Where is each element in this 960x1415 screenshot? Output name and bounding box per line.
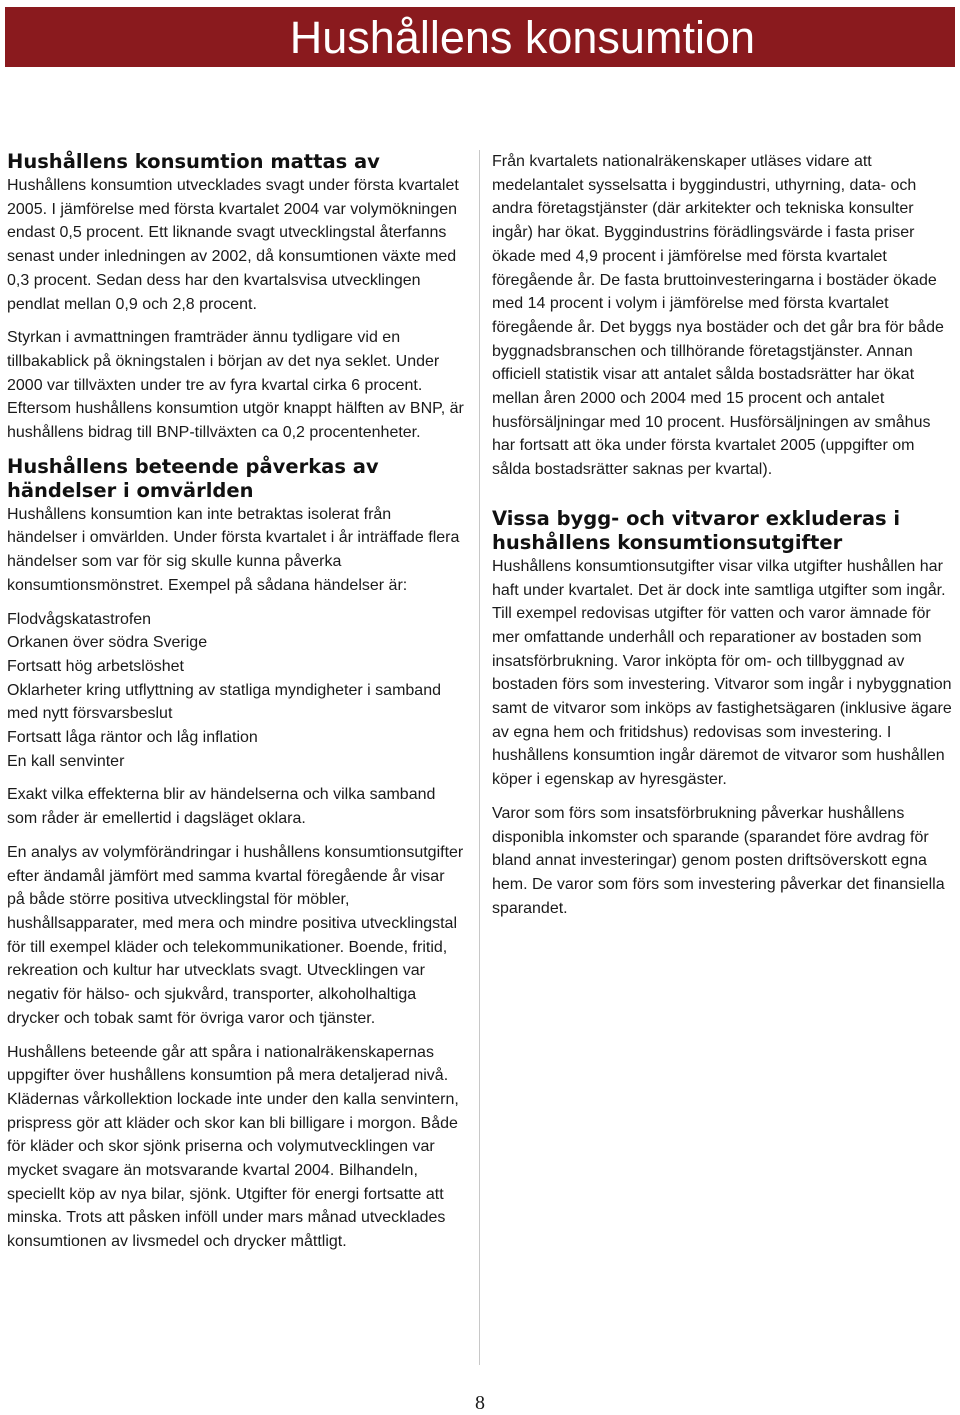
paragraph: Hushållens konsumtion kan inte betraktas isolerat från händelser i omvärlden. Under första kvartalet i år inträffade flera händelser som var för sig skulle kunna påverka konsumtionsmönstret. Exempel på sådana händelser är: [7,505,460,594]
page-number: 8 [475,1392,485,1414]
list-item: Fortsatt hög arbetslöshet [7,657,184,675]
paragraph: Från kvartalets nationalräkenskaper utläses vidare att medelantalet sysselsatta i byggindustri, uthyrning, data- och andra företagstjänster (där arkitekter och tekniska konsulter ingår) har ökat. Byggindustrins förädlingsvärde i fasta priser ökade med 4,9 procent i jämförelse med första kvartalet föregående år. De fasta bruttoinvesteringarna i bostäder ökade med 14 procent i volym i jämförelse med första kvartalet föregående år. Det byggs nya bostäder och det går bra för både byggnadsbranschen och tillhörande företagstjänster. Annan officiell statistik visar att antalet sålda bostadsrätter har ökat mellan åren 2000 och 2004 med 15 procent och antalet husförsäljningar med 10 procent. Husförsäljningen av småhus har fortsatt att öka under första kvartalet 2005 (uppgifter om sålda bostadsrätter saknas per kvartal). [492,153,944,479]
list-item: En kall senvinter [7,752,125,770]
list-item: Flodvågskatastrofen [7,610,152,628]
section-heading-excluded-goods: Vissa bygg- och vitvaror exkluderas i hushållens konsumtionsutgifter [492,506,901,554]
paragraph: Varor som förs som insatsförbrukning påverkar hushållens disponibla inkomster och sparande (sparandet före avdrag för bland annat investeringar) genom posten driftsöverskott egna hem. De varor som förs som investering påverkar det finansiella sparandet. [492,804,945,917]
paragraph: Hushållens beteende går att spåra i nationalräkenskapernas uppgifter över hushållens konsumtion på mera detaljerad nivå. Klädernas vårkollektion lockade inte under den kalla senvintern, prispress gör att kläder och skor kan bli billigare i morgon. Både för kläder och skor sjönk priserna och volymutvecklingen var mycket svagare än motsvarande kvartal 2004. Bilhandeln, speciellt köp av nya bilar, sjönk. Utgifter för energi fortsatte att minska. Trots att påsken inföll under mars månad utvecklades konsumtionen av livsmedel och drycker måttligt. [7,1043,459,1251]
paragraph: Hushållens konsumtion utvecklades svagt under första kvartalet 2005. I jämförelse med första kvartalet 2004 var volymökningen endast 0,5 procent. Ett liknande svagt utvecklingstal återfanns senast under inledningen av 2002, då konsumtionen växte med 0,3 procent. Sedan dess har den kvartalsvisa utvecklingen pendlat mellan 0,9 och 2,8 procent. [7,177,459,313]
paragraph: Styrkan i avmattningen framträder ännu tydligare vid en tillbakablick på ökningstalen i början av det nya seklet. Under 2000 var tillväxten under tre av fyra kvartal cirka 6 procent. Eftersom hushållens konsumtion utgör knappt hälften av BNP, är hushållens bidrag till BNP-tillväxten ca 0,2 procentenheter. [7,329,464,442]
list-item: Fortsatt låga räntor och låg inflation [7,729,258,747]
section-heading-consumption-slows: Hushållens konsumtion mattas av [7,150,380,173]
page-title: Hushållens konsumtion [289,12,755,63]
paragraph: Hushållens konsumtionsutgifter visar vilka utgifter hushållen har haft under kvartalet. Det är dock inte samtliga utgifter som ingår. Till exempel redovisas utgifter för vatten och varor ämnade för mer omfattande underhåll och reparationer av bostaden som insatsförbrukning. Varor inköpta för om- och tillbyggnad av bostaden förs som investering. Vitvaror som ingår i nybyggnation samt de vitvaror som inköps av fastighetsägaren (inklusive ägare av egna hem och fritidshus) redovisas som investering. I hushållens konsumtion ingår däremot de vitvaror som hushållen köper i egenskap av hyresgäster. [492,557,952,789]
list-item: Oklarheter kring utflyttning av statliga myndigheter i samband med nytt försvarsbeslut [7,681,441,723]
column-divider [479,150,480,1365]
list-item: Orkanen över södra Sverige [7,634,208,652]
right-column [492,150,952,930]
left-column [7,150,465,1264]
paragraph: Exakt vilka effekterna blir av händelserna och vilka samband som råder är emellertid i dagsläget oklara. [7,786,436,828]
paragraph: En analys av volymförändringar i hushållens konsumtionsutgifter efter ändamål jämfört med samma kvartal föregående år visar på både större positiva utvecklingstal för möbler, hushållsapparater, med mera och mindre positiva utvecklingstal för till exempel kläder och telekommunikationer. Boende, fritid, rekreation och kultur har utvecklats svagt. Utvecklingen var negativ för hälso- och sjukvård, transporter, alkoholhaltiga drycker och tobak samt för övriga varor och tjänster. [7,843,464,1027]
section-heading-behaviour: Hushållens beteende påverkas av händelser i omvärlden [7,454,379,502]
title-banner [5,7,955,67]
events-list [7,608,465,774]
